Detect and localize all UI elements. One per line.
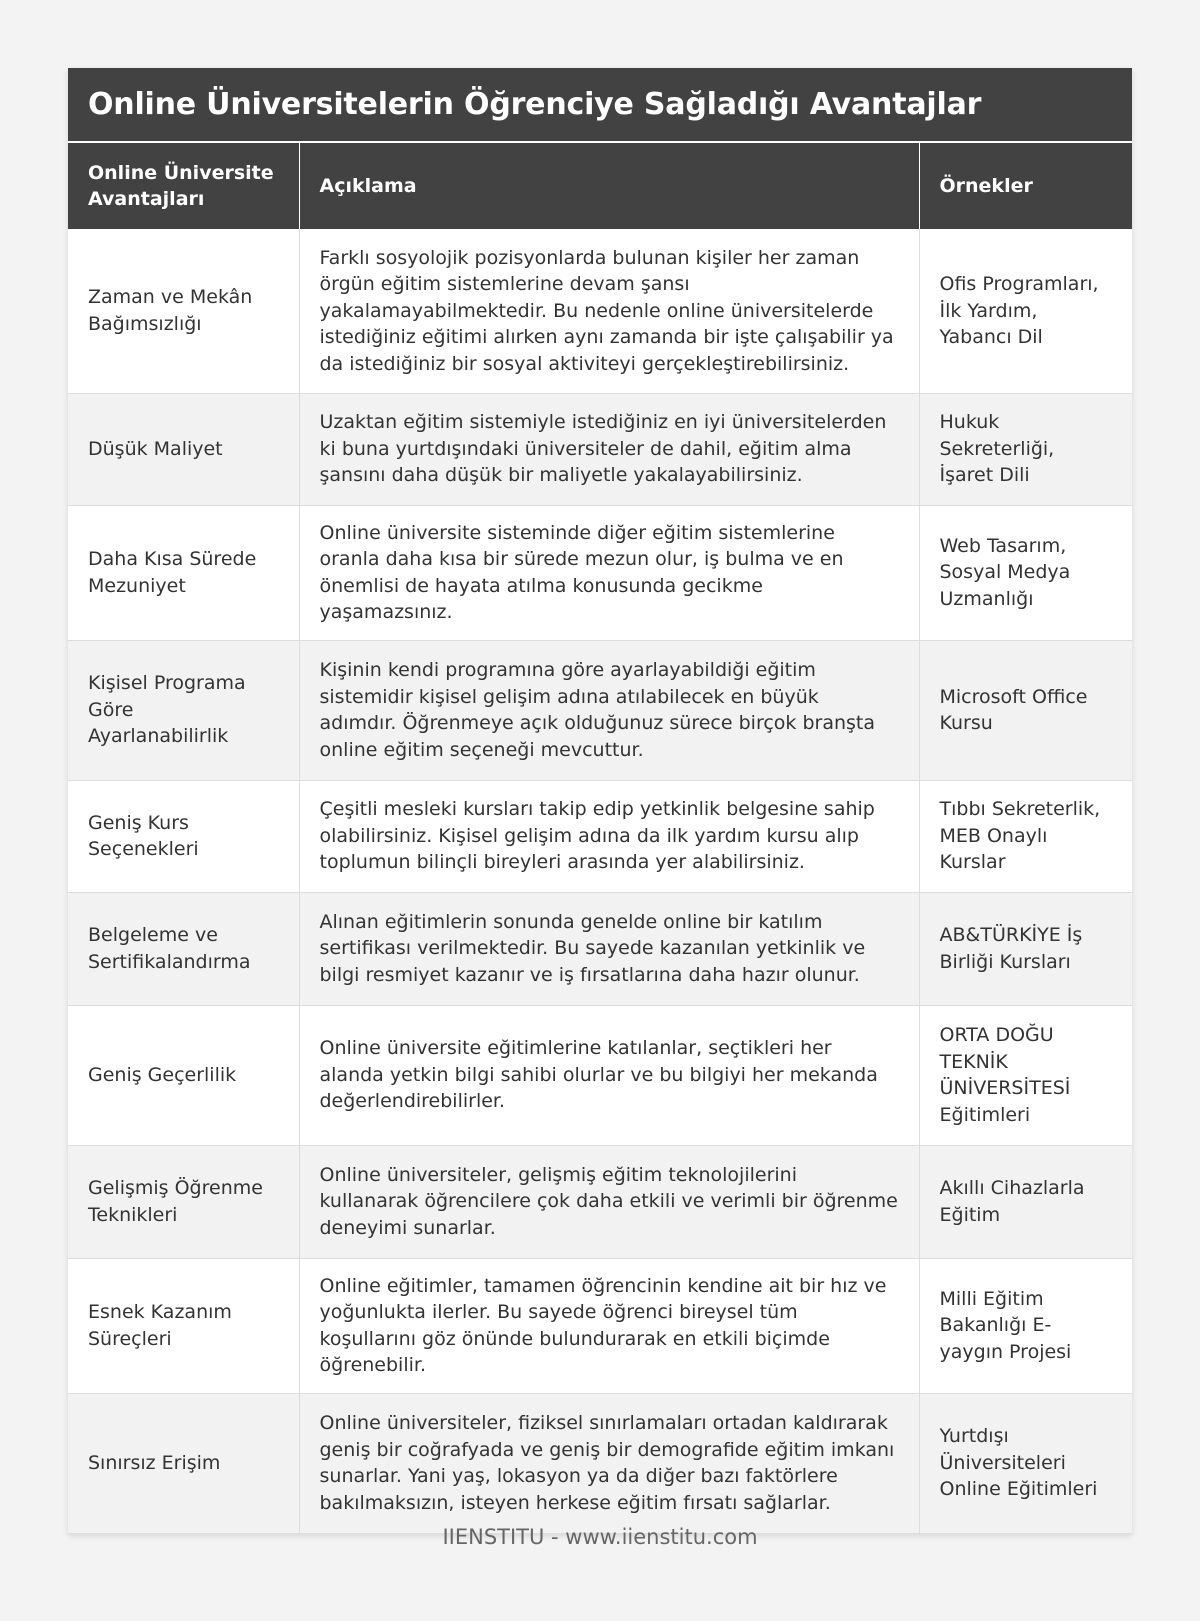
examples-cell: Yurtdışı Üniversiteleri Online Eğitimleri xyxy=(919,1393,1132,1533)
table-row xyxy=(68,505,1132,640)
advantage-cell: Daha Kısa Sürede Mezuniyet xyxy=(68,505,299,640)
description-cell: Kişinin kendi programına göre ayarlayabildiği eğitim sistemidir kişisel gelişim adına atılabilecek en büyük adımdır. Öğrenmeye açık olduğunuz sürece birçok branşta online eğitim seçeneği mevcuttur. xyxy=(299,640,919,780)
examples-cell: Akıllı Cihazlarla Eğitim xyxy=(919,1145,1132,1258)
examples-cell: ORTA DOĞU TEKNİK ÜNİVERSİTESİ Eğitimleri xyxy=(919,1005,1132,1145)
advantage-cell: Düşük Maliyet xyxy=(68,393,299,505)
description-cell: Alınan eğitimlerin sonunda genelde online bir katılım sertifikası verilmektedir. Bu sayede kazanılan yetkinlik ve bilgi resmiyet kazanır ve iş fırsatlarına daha hazır olunur. xyxy=(299,892,919,1005)
advantage-cell: Geniş Kurs Seçenekleri xyxy=(68,780,299,892)
table-row xyxy=(68,640,1132,780)
header-advantage: Online Üniversite Avantajları xyxy=(68,143,299,229)
table-row xyxy=(68,1258,1132,1393)
examples-cell: Web Tasarım, Sosyal Medya Uzmanlığı xyxy=(919,505,1132,640)
advantages-card xyxy=(68,68,1132,1534)
description-cell: Online üniversiteler, fiziksel sınırlamaları ortadan kaldırarak geniş bir coğrafyada ve geniş bir demografide eğitim imkanı sunarlar. Yani yaş, lokasyon ya da diğer bazı faktörlere bakılmaksızın, isteyen herkese eğitim fırsatı sağlarlar. xyxy=(299,1393,919,1533)
advantage-cell: Sınırsız Erişim xyxy=(68,1393,299,1533)
advantage-cell: Geniş Geçerlilik xyxy=(68,1005,299,1145)
description-cell: Çeşitli mesleki kursları takip edip yetkinlik belgesine sahip olabilirsiniz. Kişisel gelişim adına da ilk yardım kursu alıp toplumun bilinçli bireyleri arasında yer alabilirsiniz. xyxy=(299,780,919,892)
description-cell: Uzaktan eğitim sistemiyle istediğiniz en iyi üniversitelerden ki buna yurtdışındaki üniversiteler de dahil, eğitim alma şansını daha düşük bir maliyetle yakalayabilirsiniz. xyxy=(299,393,919,505)
advantage-cell: Gelişmiş Öğrenme Teknikleri xyxy=(68,1145,299,1258)
description-cell: Online üniversite sisteminde diğer eğitim sistemlerine oranla daha kısa bir sürede mezun olur, iş bulma ve en önemlisi de hayata atılma konusunda gecikme yaşamazsınız. xyxy=(299,505,919,640)
description-cell: Farklı sosyolojik pozisyonlarda bulunan kişiler her zaman örgün eğitim sistemlerine devam şansı yakalamayabilmektedir. Bu nedenle online üniversitelerde istediğiniz eğitimi alırken aynı zamanda bir işte çalışabilir ya da istediğiniz bir sosyal aktiviteyi gerçekleştirebilirsiniz. xyxy=(299,229,919,393)
description-cell: Online eğitimler, tamamen öğrencinin kendine ait bir hız ve yoğunlukta ilerler. Bu sayede öğrenci bireysel tüm koşullarını göz önünde bulundurarak en etkili biçimde öğrenebilir. xyxy=(299,1258,919,1393)
header-description: Açıklama xyxy=(299,143,919,229)
table-row xyxy=(68,1005,1132,1145)
examples-cell: Tıbbı Sekreterlik, MEB Onaylı Kurslar xyxy=(919,780,1132,892)
table-row xyxy=(68,780,1132,892)
examples-cell: Hukuk Sekreterliği, İşaret Dili xyxy=(919,393,1132,505)
advantage-cell: Esnek Kazanım Süreçleri xyxy=(68,1258,299,1393)
examples-cell: Milli Eğitim Bakanlığı E-yaygın Projesi xyxy=(919,1258,1132,1393)
table-row xyxy=(68,229,1132,393)
header-row xyxy=(68,143,1132,229)
table-row xyxy=(68,892,1132,1005)
description-cell: Online üniversiteler, gelişmiş eğitim teknolojilerini kullanarak öğrencilere çok daha etkili ve verimli bir öğrenme deneyimi sunarlar. xyxy=(299,1145,919,1258)
advantages-table xyxy=(68,143,1132,1534)
description-cell: Online üniversite eğitimlerine katılanlar, seçtikleri her alanda yetkin bilgi sahibi olurlar ve bu bilgiyi her mekanda değerlendirebilirler. xyxy=(299,1005,919,1145)
header-examples: Örnekler xyxy=(919,143,1132,229)
table-row xyxy=(68,1145,1132,1258)
examples-cell: Microsoft Office Kursu xyxy=(919,640,1132,780)
table-row xyxy=(68,393,1132,505)
footer-credit: IIENSTITU - www.iienstitu.com xyxy=(442,1525,758,1549)
advantage-cell: Zaman ve Mekân Bağımsızlığı xyxy=(68,229,299,393)
advantage-cell: Kişisel Programa Göre Ayarlanabilirlik xyxy=(68,640,299,780)
examples-cell: Ofis Programları, İlk Yardım, Yabancı Dil xyxy=(919,229,1132,393)
examples-cell: AB&TÜRKİYE İş Birliği Kursları xyxy=(919,892,1132,1005)
advantage-cell: Belgeleme ve Sertifikalandırma xyxy=(68,892,299,1005)
table-title: Online Üniversitelerin Öğrenciye Sağladığı Avantajlar xyxy=(68,68,1132,143)
table-row xyxy=(68,1393,1132,1533)
